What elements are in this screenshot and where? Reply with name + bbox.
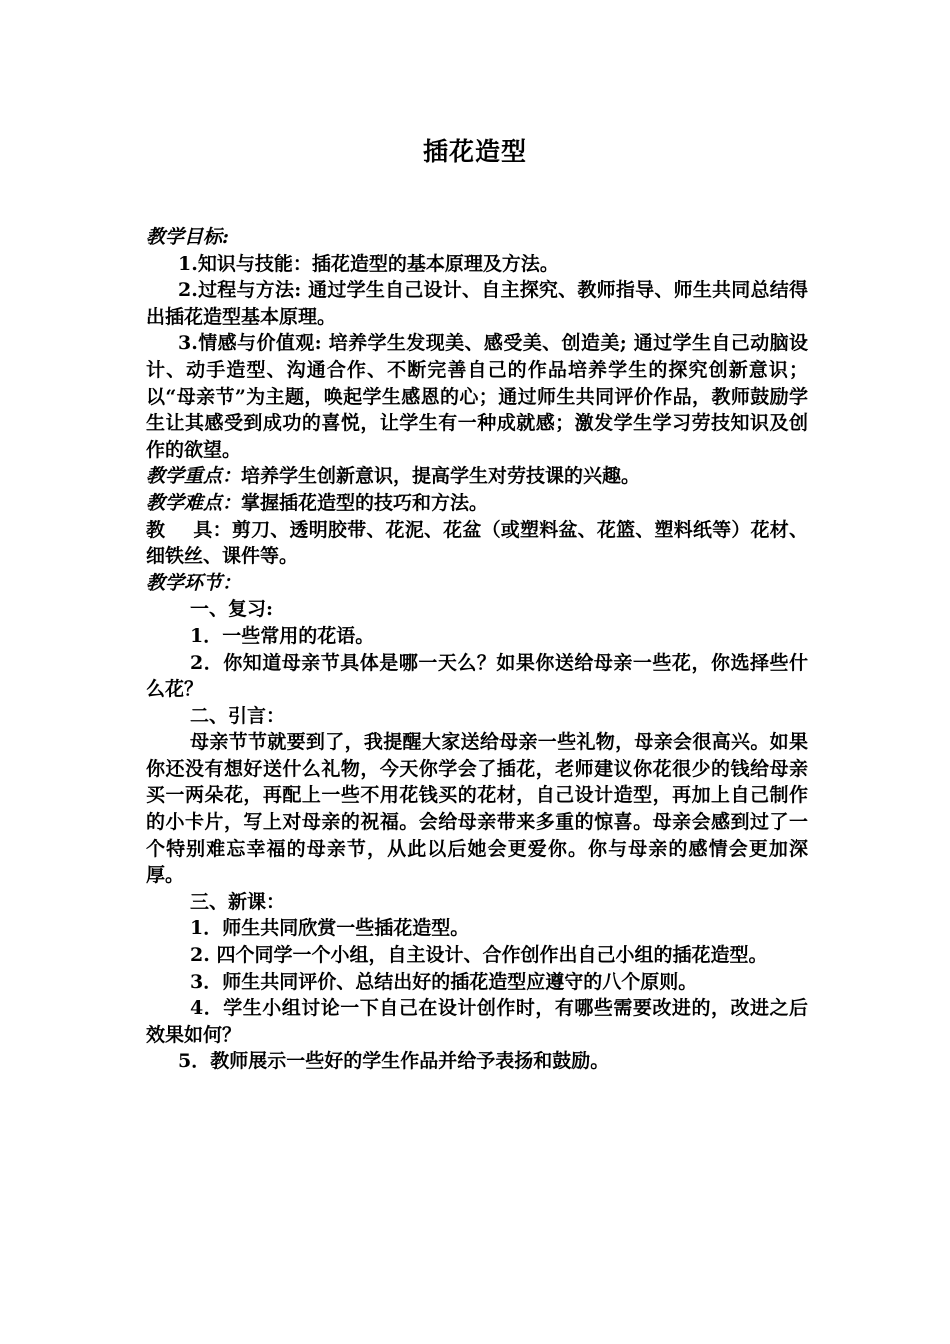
tools-label-a: 教	[146, 518, 166, 541]
new-lesson-item-2: 2. 四个同学一个小组，自主设计、合作创作出自己小组的插花造型。	[190, 944, 768, 967]
intro-heading: 二、引言：	[190, 704, 286, 727]
difficulty-text: 掌握插花造型的技巧和方法。	[241, 491, 489, 514]
review-item-2: 2．你知道母亲节具体是哪一天么？如果你送给母亲一些花，你选择些什么花？	[146, 651, 808, 701]
new-lesson-item-3: 3．师生共同评价、总结出好的插花造型应遵守的八个原则。	[190, 970, 698, 993]
objectives-heading: 教学目标:	[146, 226, 230, 248]
intro-text: 母亲节节就要到了，我提醒大家送给母亲一些礼物，母亲会很高兴。如果你还没有想好送什么礼物，今天你学会了插花，老师建议你花很少的钱给母亲买一两朵花，再配上一些不用花钱买的花材，自己设计造型，再加上自己制作的小卡片，写上对母亲的祝福。会给母亲带来多重的惊喜。母亲会感到过了一个特别难忘幸福的母亲节，从此以后她会更爱你。你与母亲的感情会更加深厚。	[146, 731, 808, 887]
review-item-1: 1．一些常用的花语。	[190, 624, 375, 647]
new-lesson-item-4: 4．学生小组讨论一下自己在设计创作时，有哪些需要改进的，改进之后效果如何？	[146, 997, 808, 1046]
objective-2: 2.过程与方法: 通过学生自己设计、自主探究、教师指导、师生共同总结得出插花造型基本原理。	[146, 279, 808, 328]
objective-1: 1.知识与技能：插花造型的基本原理及方法。	[178, 252, 559, 275]
document-title: 插花造型	[422, 137, 527, 166]
objective-3: 3.情感与价值观: 培养学生发现美、感受美、创造美; 通过学生自己动脑设计、动手造型、沟通合作、不断完善自己的作品培养学生的探究创新意识；以“母亲节”为主题，唤起学生感恩的心；通过师生共同评价作品，教师鼓励学生让其感受到成功的喜悦，让学生有一种成就感；激发学生学习劳技知识及创作的欲望。	[146, 332, 808, 461]
process-heading: 教学环节：	[146, 571, 242, 594]
key-point-label: 教学重点：	[146, 465, 242, 488]
difficulty-label: 教学难点：	[146, 491, 242, 514]
tools-text: 剪刀、透明胶带、花泥、花盆（或塑料盆、花篮、塑料纸等）花材、细铁丝、课件等。	[146, 518, 808, 568]
difficulty-line	[146, 490, 808, 517]
new-lesson-item-5: 5．教师展示一些好的学生作品并给予表扬和鼓励。	[178, 1050, 610, 1073]
key-point-text: 培养学生创新意识，提高学生对劳技课的兴趣。	[241, 465, 641, 488]
tools-label-b: 具：	[193, 518, 232, 541]
tools-line	[146, 517, 808, 570]
new-lesson-item-1: 1．师生共同欣赏一些插花造型。	[190, 917, 470, 940]
document-body	[146, 224, 808, 1075]
new-lesson-heading: 三、新课：	[190, 890, 286, 913]
key-point-line	[146, 463, 808, 490]
review-heading: 一、复习:	[190, 598, 274, 621]
